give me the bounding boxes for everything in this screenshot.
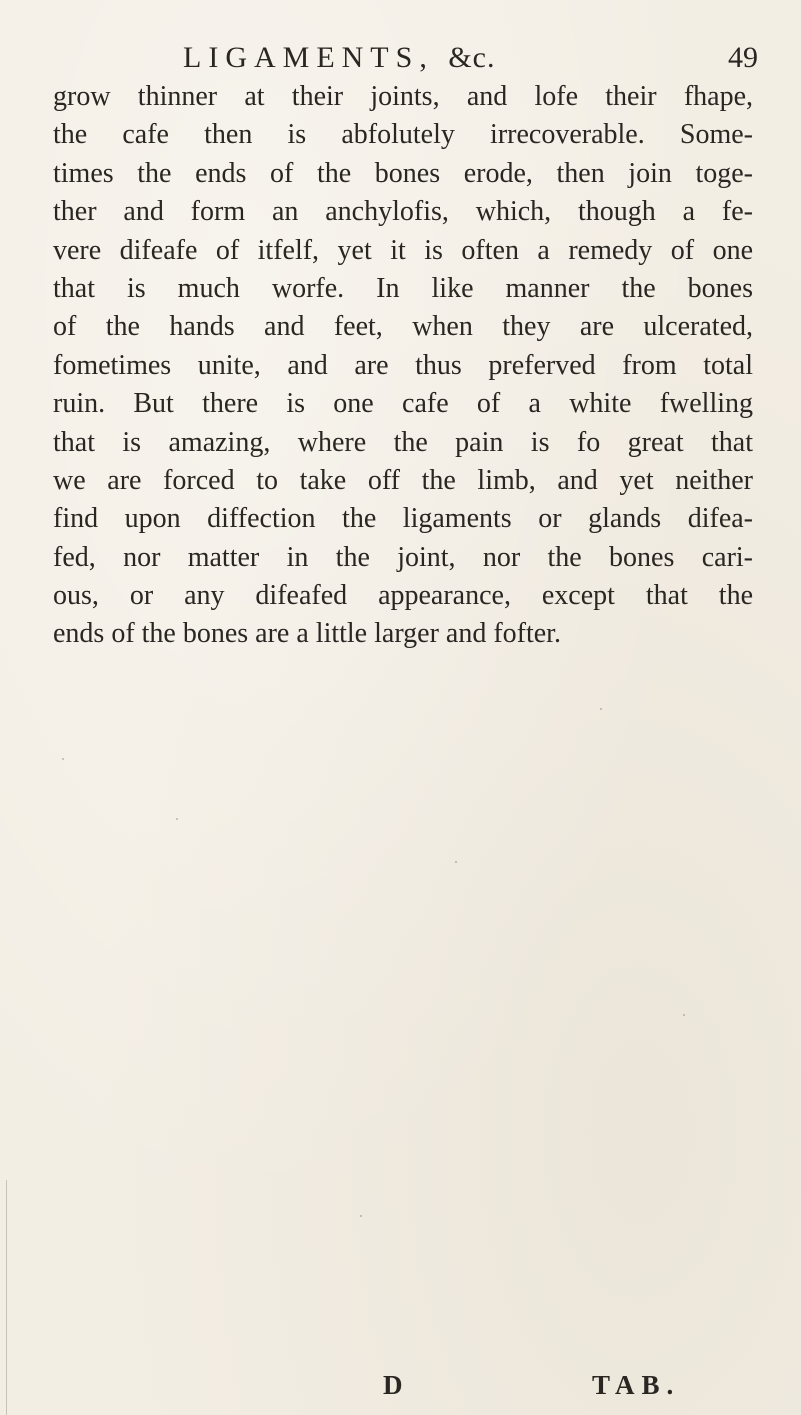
catchword: TAB. [592,1370,681,1400]
text-line: that is much worfe. In like manner the bones [53,272,753,304]
signature-mark: D [383,1370,403,1400]
text-line: find upon diffection the ligaments or glands difea- [53,503,753,535]
paper-speck [455,861,457,863]
page-number: 49 [728,41,758,74]
text-line: ther and form an anchylofis, which, though a fe- [53,196,753,228]
text-line: vere difeafe of itfelf, yet it is often a remedy of one [53,234,753,266]
text-line: times the ends of the bones erode, then join toge- [53,157,753,189]
paper-speck [176,818,178,820]
text-line: the cafe then is abfolutely irrecoverable. Some- [53,119,753,151]
running-head-etc: &c. [448,41,496,74]
text-line: fed, nor matter in the joint, nor the bones cari- [53,541,753,573]
text-line-last: ends of the bones are a little larger and fofter. [53,618,561,650]
text-line: ous, or any difeafed appearance, except that the [53,580,753,612]
paper-speck [683,1014,685,1016]
paper-speck [360,1215,362,1217]
text-line: we are forced to take off the limb, and yet neither [53,464,753,496]
running-head [0,36,801,80]
text-line: of the hands and feet, when they are ulcerated, [53,311,753,343]
text-line: fometimes unite, and are thus preferved from total [53,349,753,381]
paper-speck [600,708,602,710]
running-head-title-text: LIGAMENTS, [183,41,434,74]
text-line: ruin. But there is one cafe of a white fwelling [53,388,753,420]
paper-speck [62,758,64,760]
running-head-title [183,36,495,80]
body-text [53,78,753,654]
catchword-line [0,1365,801,1405]
text-line: grow thinner at their joints, and lofe their fhape, [53,81,753,112]
text-line: that is amazing, where the pain is fo great that [53,426,753,458]
